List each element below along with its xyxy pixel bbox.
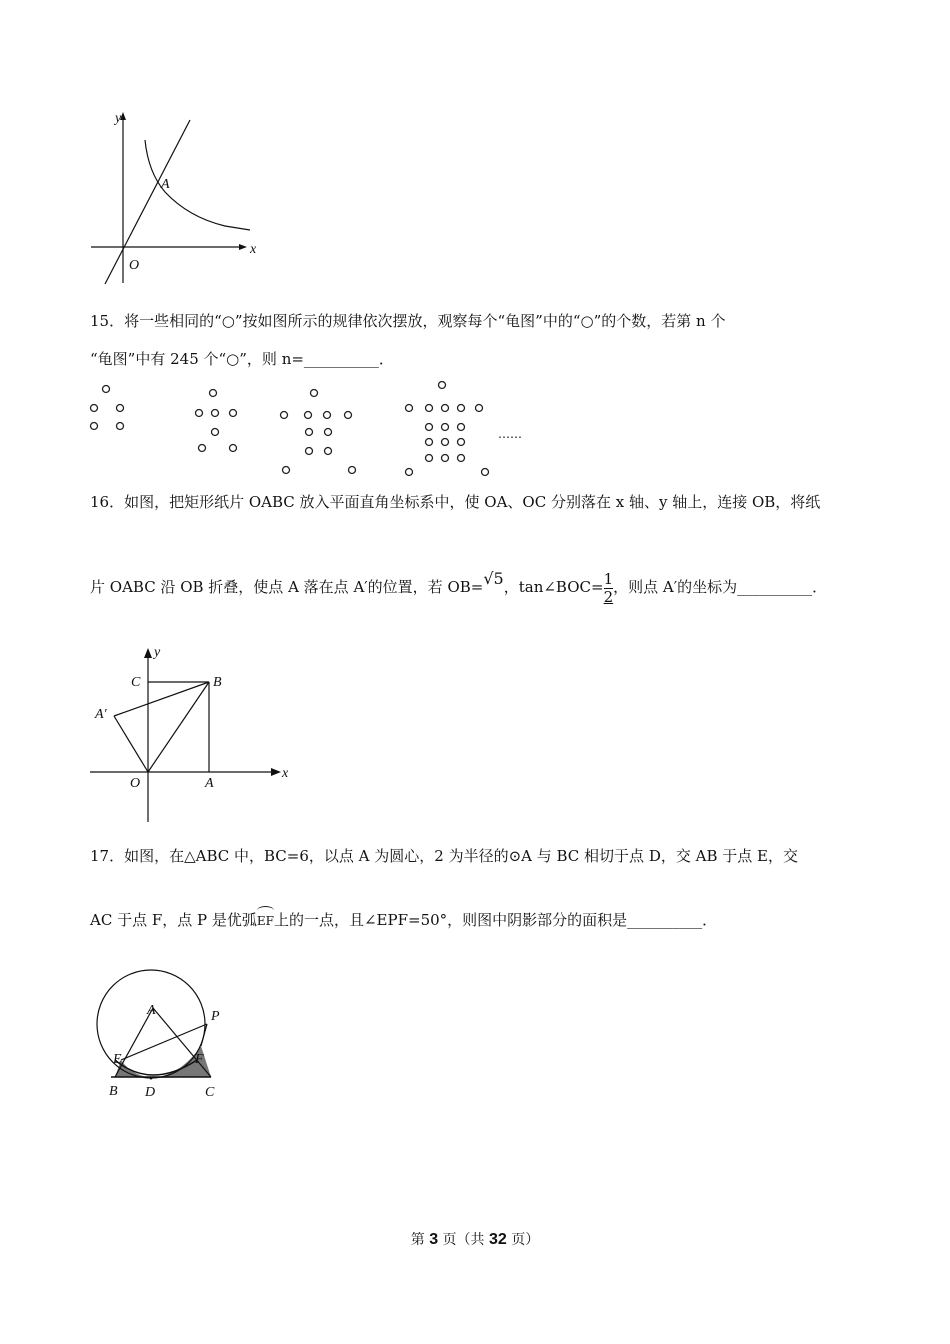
y-axis-label: y [154, 645, 161, 660]
point-c-label: C [205, 1085, 215, 1100]
fraction-numerator: 1 [603, 569, 614, 588]
q16-line2-part-a: 片 OABC 沿 OB 折叠，使点 A 落在点 A′的位置，若 OB= [90, 578, 484, 596]
x-axis-label: x [250, 242, 257, 257]
pattern-ellipsis: …… [498, 427, 522, 441]
arc-ef: EF [257, 908, 274, 931]
point-p-label: P [211, 1009, 220, 1024]
fraction-denominator: 2 [603, 587, 614, 606]
fraction-one-half [604, 571, 614, 606]
figure-14-graph [85, 108, 270, 293]
footer-total-pages: 32 [489, 1231, 507, 1248]
q17-line2-part-b: 上的一点，且∠EPF=50°，则图中阴影部分的面积是__________． [273, 911, 718, 929]
point-d-label: D [145, 1085, 156, 1100]
footer-middle: 页（共 [438, 1232, 489, 1248]
q15-line1: 15．将一些相同的“○”按如图所示的规律依次摆放，观察每个“龟图”中的“○”的个数，若第 n 个 [90, 312, 726, 330]
footer-prefix: 第 [410, 1232, 430, 1248]
footer-page-number: 3 [429, 1231, 439, 1248]
figure-16-rectangle-fold [85, 642, 300, 827]
turtle-pattern-figure [85, 378, 530, 480]
origin-label: O [129, 258, 140, 273]
point-e-label: E [113, 1052, 122, 1067]
y-axis-label: y [115, 111, 122, 126]
point-b-label: B [109, 1084, 118, 1099]
q15-line2: “龟图”中有 245 个“○”，则 n=__________． [90, 350, 394, 368]
q16-line2 [90, 570, 827, 606]
point-b-label: B [213, 675, 222, 690]
figure-17-circle-triangle [85, 950, 235, 1105]
q17-line1: 17．如图，在△ABC 中，BC=6，以点 A 为圆心，2 为半径的⊙A 与 BC 相切于点 D，交 AB 于点 E，交 [90, 847, 798, 865]
q16-line1: 16．如图，把矩形纸片 OABC 放入平面直角坐标系中，使 OA、OC 分别落在 x 轴、y 轴上，连接 OB，将纸 [90, 493, 821, 511]
point-a-label: A [161, 177, 170, 192]
page-footer [0, 1229, 950, 1249]
origin-label: O [130, 776, 141, 791]
q17-line2-part-a: AC 于点 F，点 P 是优弧 [90, 911, 257, 929]
point-c-label: C [131, 675, 141, 690]
x-axis-label: x [282, 766, 289, 781]
q17-line2 [90, 908, 717, 931]
footer-suffix: 页） [506, 1232, 540, 1248]
point-f-label: F [195, 1052, 204, 1067]
point-a-prime-label: A′ [95, 707, 107, 722]
sqrt-five: √5 [483, 569, 504, 588]
q16-line2-part-c: ，则点 A′的坐标为__________． [613, 578, 828, 596]
point-a-label: A [147, 1003, 156, 1018]
point-a-label: A [205, 776, 214, 791]
q16-line2-part-b: ，tan∠BOC= [503, 578, 604, 596]
